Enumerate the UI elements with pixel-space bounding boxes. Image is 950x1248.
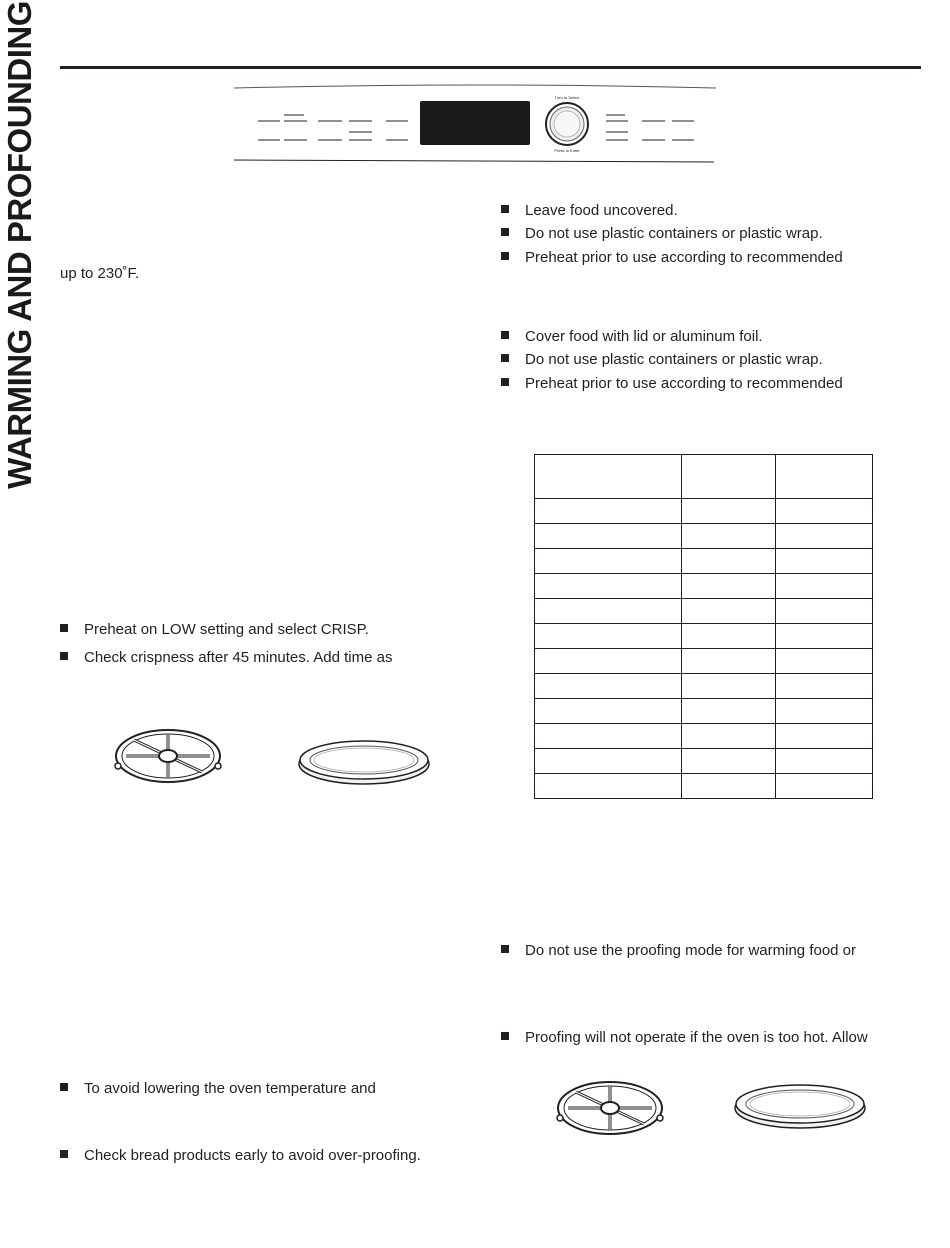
table-cell bbox=[682, 499, 776, 524]
ceramic-tray-illustration bbox=[296, 736, 432, 791]
list-item: Do not use plastic containers or plastic wrap. bbox=[501, 225, 823, 243]
table-cell bbox=[535, 549, 682, 574]
table-cell bbox=[535, 574, 682, 599]
bullet-square-icon bbox=[60, 624, 68, 632]
list-item: Do not use plastic containers or plastic wrap. bbox=[501, 351, 823, 369]
control-panel-illustration bbox=[232, 84, 718, 171]
table-cell bbox=[535, 724, 682, 749]
list-item: Proofing will not operate if the oven is too hot. Allow bbox=[501, 1029, 868, 1047]
table-row bbox=[535, 574, 873, 599]
table-row bbox=[535, 599, 873, 624]
table-cell bbox=[682, 524, 776, 549]
table-cell bbox=[682, 455, 776, 499]
table-cell bbox=[682, 749, 776, 774]
top-rule bbox=[60, 66, 921, 69]
table-cell bbox=[776, 574, 873, 599]
section-title-text: WARMING AND PROFOUNDING bbox=[1, 1, 38, 489]
table-cell bbox=[535, 455, 682, 499]
knob-top-label: Turn to Select bbox=[554, 95, 580, 100]
table-cell bbox=[535, 524, 682, 549]
table-cell bbox=[776, 774, 873, 799]
knob-bottom-label: Press to Enter bbox=[554, 148, 580, 153]
table-row bbox=[535, 549, 873, 574]
table-row bbox=[535, 624, 873, 649]
table-row bbox=[535, 774, 873, 799]
table-row bbox=[535, 524, 873, 549]
list-item: Preheat prior to use according to recommended bbox=[501, 375, 843, 393]
list-item: Preheat on LOW setting and select CRISP. bbox=[60, 621, 369, 639]
bullet-square-icon bbox=[501, 354, 509, 362]
bullet-square-icon bbox=[501, 378, 509, 386]
table-cell bbox=[776, 599, 873, 624]
table-cell bbox=[535, 649, 682, 674]
bullet-square-icon bbox=[501, 1032, 509, 1040]
table-cell bbox=[776, 624, 873, 649]
table-cell bbox=[776, 724, 873, 749]
bullet-square-icon bbox=[501, 945, 509, 953]
section-title-vertical bbox=[1, 1, 38, 489]
bullet-square-icon bbox=[60, 1083, 68, 1091]
warming-table bbox=[534, 454, 873, 799]
table-cell bbox=[535, 499, 682, 524]
table-cell bbox=[776, 674, 873, 699]
list-item: To avoid lowering the oven temperature and bbox=[60, 1080, 376, 1098]
table-cell bbox=[776, 524, 873, 549]
table-header-row bbox=[535, 455, 873, 499]
bullet-square-icon bbox=[60, 652, 68, 660]
table-row bbox=[535, 749, 873, 774]
table-cell bbox=[535, 674, 682, 699]
table-row bbox=[535, 499, 873, 524]
table-cell bbox=[682, 699, 776, 724]
table-row bbox=[535, 724, 873, 749]
wire-rack-illustration bbox=[110, 724, 226, 791]
table-cell bbox=[535, 774, 682, 799]
wire-rack-illustration-2 bbox=[552, 1076, 668, 1143]
bullet-square-icon bbox=[501, 228, 509, 236]
temperature-note: up to 230˚F. bbox=[60, 265, 140, 282]
table-cell bbox=[535, 624, 682, 649]
table-row bbox=[535, 674, 873, 699]
list-item: Cover food with lid or aluminum foil. bbox=[501, 328, 763, 346]
list-item: Do not use the proofing mode for warming food or bbox=[501, 942, 856, 960]
list-item: Check crispness after 45 minutes. Add time as bbox=[60, 649, 392, 667]
table-row bbox=[535, 699, 873, 724]
ceramic-tray-illustration-2 bbox=[732, 1080, 868, 1135]
table-cell bbox=[682, 574, 776, 599]
bullet-square-icon bbox=[501, 331, 509, 339]
table-cell bbox=[682, 774, 776, 799]
bullet-square-icon bbox=[501, 252, 509, 260]
list-item: Preheat prior to use according to recommended bbox=[501, 249, 843, 267]
table-cell bbox=[682, 724, 776, 749]
table-cell bbox=[776, 499, 873, 524]
list-item: Leave food uncovered. bbox=[501, 202, 678, 220]
table-cell bbox=[776, 749, 873, 774]
table-cell bbox=[776, 455, 873, 499]
table-cell bbox=[776, 549, 873, 574]
table-cell bbox=[535, 749, 682, 774]
table-cell bbox=[682, 649, 776, 674]
bullet-square-icon bbox=[501, 205, 509, 213]
table-cell bbox=[682, 549, 776, 574]
table-cell bbox=[535, 599, 682, 624]
table-row bbox=[535, 649, 873, 674]
bullet-square-icon bbox=[60, 1150, 68, 1158]
table-cell bbox=[682, 674, 776, 699]
table-cell bbox=[535, 699, 682, 724]
table-cell bbox=[776, 649, 873, 674]
list-item: Check bread products early to avoid over-proofing. bbox=[60, 1147, 421, 1165]
table-cell bbox=[682, 624, 776, 649]
table-cell bbox=[776, 699, 873, 724]
table-cell bbox=[682, 599, 776, 624]
